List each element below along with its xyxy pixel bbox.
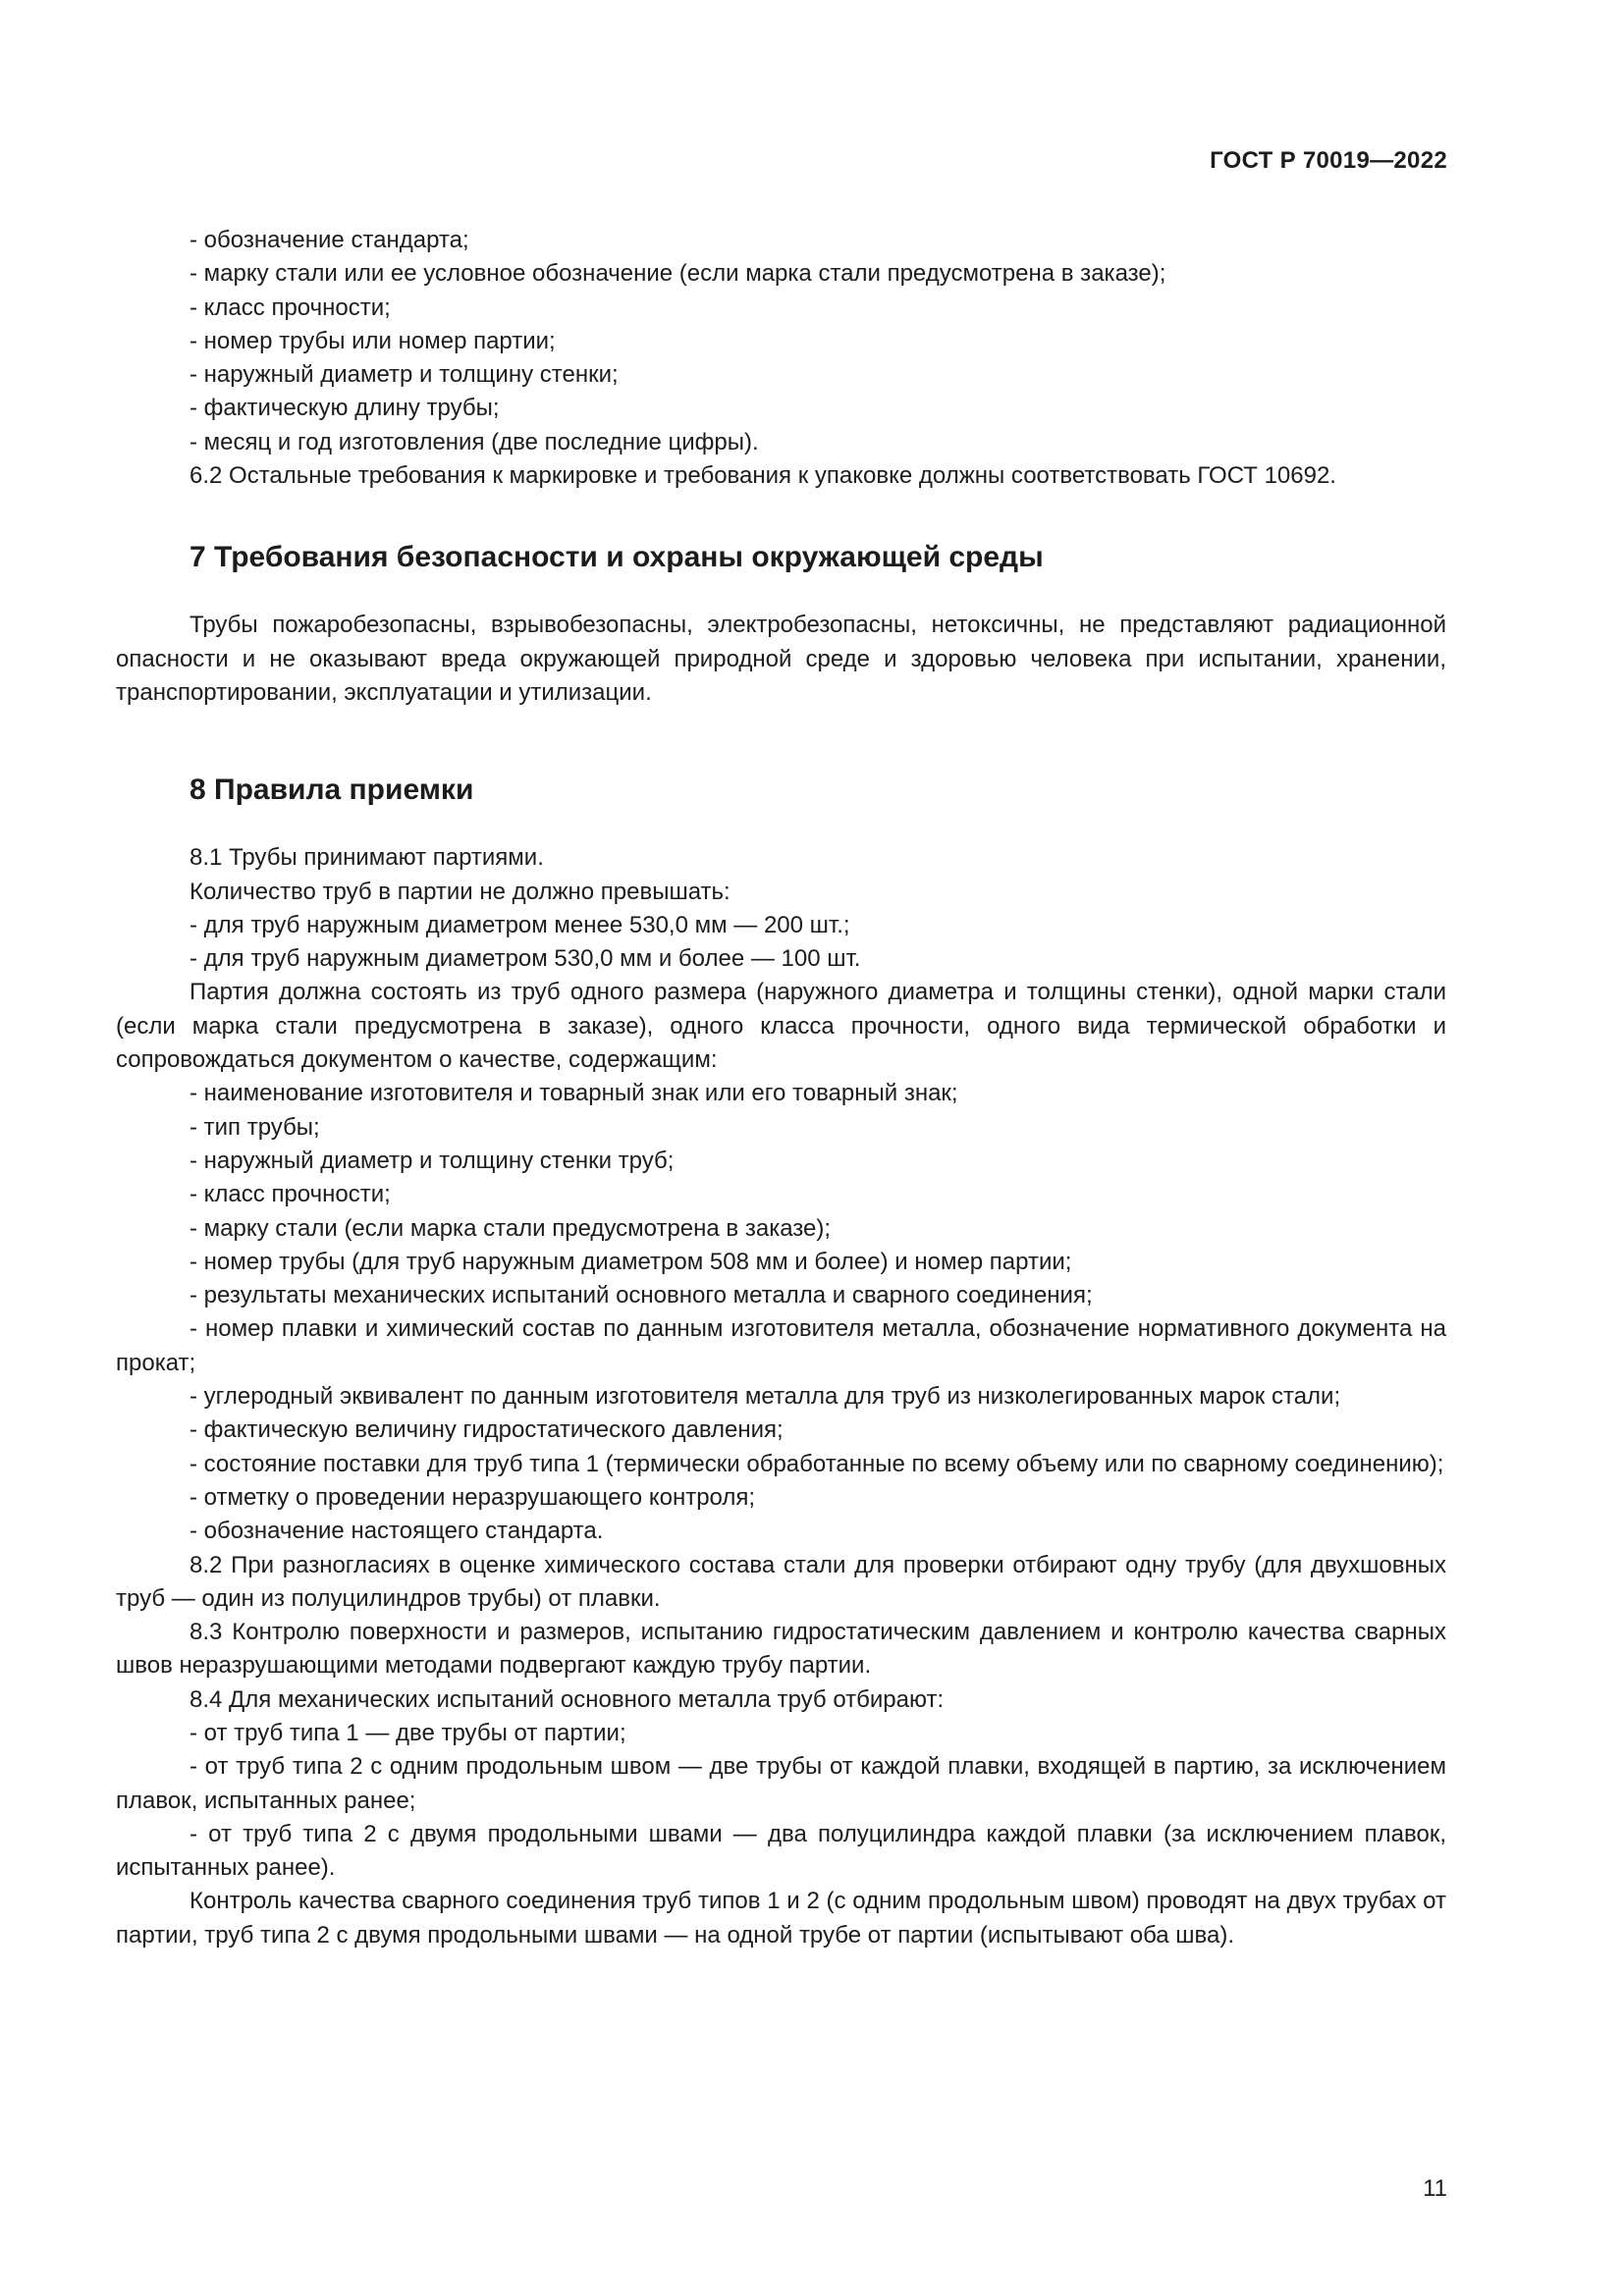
list-item: - фактическую величину гидростатического давления;: [189, 1416, 784, 1444]
list-item: - от труб типа 2 с двумя продольными швами — два полуцилиндра каждой плавки (за исключением плавок, испытанных ранее).: [116, 1820, 1446, 1882]
list-item: - углеродный эквивалент по данным изготовителя металла для труб из низколегированных марок стали;: [189, 1383, 1341, 1411]
list-item: - номер плавки и химический состав по данным изготовителя металла, обозначение нормативного документа на прокат;: [116, 1315, 1446, 1376]
list-item: - класс прочности;: [189, 294, 391, 321]
list-item: - номер трубы (для труб наружным диаметром 508 мм и более) и номер партии;: [189, 1248, 1072, 1275]
list-item: - результаты механических испытаний основного металла и сварного соединения;: [189, 1282, 1093, 1309]
list-item: - от труб типа 2 с одним продольным швом — две трубы от каждой плавки, входящей в партию, за исключением плавок, испытанных ранее;: [116, 1753, 1446, 1814]
section-7-heading: 7 Требования безопасности и охраны окружающей среды: [189, 541, 1044, 574]
list-item: - обозначение настоящего стандарта.: [189, 1518, 604, 1545]
list-item: - фактическую длину трубы;: [189, 395, 500, 422]
list-item: - обозначение стандарта;: [189, 227, 469, 253]
list-item: - марку стали (если марка стали предусмотрена в заказе);: [189, 1214, 832, 1242]
list-item: - марку стали или ее условное обозначение (если марка стали предусмотрена в заказе);: [189, 260, 1166, 288]
paragraph-8-4: 8.4 Для механических испытаний основного металла труб отбирают:: [189, 1685, 945, 1713]
section-7-text: Трубы пожаробезопасны, взрывобезопасны, электробезопасны, нетоксичны, не представляют радиационной опасности и не оказывают вреда окружающей природной среде и здоровью человека при испытании, хранении, транспортировании, эксплуатации и утилизации.: [116, 612, 1446, 706]
paragraph-8-1: 8.1 Трубы принимают партиями.: [189, 844, 544, 872]
quantity-intro: Количество труб в партии не должно превышать:: [189, 878, 731, 905]
list-item: - класс прочности;: [189, 1181, 391, 1208]
list-item: - тип трубы;: [189, 1113, 320, 1141]
list-item: - наружный диаметр и толщину стенки труб;: [189, 1147, 675, 1174]
weld-control-paragraph: Контроль качества сварного соединения труб типов 1 и 2 (с одним продольным швом) проводят на двух трубах от партии, труб типа 2 с двумя продольными швами — на одной трубе от партии (испытывают оба шва).: [116, 1888, 1446, 1949]
document-header: ГОСТ Р 70019—2022: [1210, 147, 1447, 174]
list-item: - наименование изготовителя и товарный знак или его товарный знак;: [189, 1080, 958, 1107]
paragraph-8-3: 8.3 Контролю поверхности и размеров, испытанию гидростатическим давлением и контролю качества сварных швов неразрушающими методами подвергают каждую трубу партии.: [116, 1619, 1446, 1680]
paragraph-8-2: 8.2 При разногласиях в оценке химического состава стали для проверки отбирают одну трубу (для двухшовных труб — один из полуцилиндров трубы) от плавки.: [116, 1551, 1446, 1612]
paragraph-6-2: 6.2 Остальные требования к маркировке и требования к упаковке должны соответствовать ГОСТ 10692.: [189, 462, 1336, 490]
page-content: [116, 224, 1446, 1952]
list-item: - номер трубы или номер партии;: [189, 327, 556, 354]
list-item: - наружный диаметр и толщину стенки;: [189, 361, 619, 389]
list-item: - состояние поставки для труб типа 1 (термически обработанные по всему объему или по сварному соединению);: [189, 1450, 1444, 1477]
list-item: - месяц и год изготовления (две последние цифры).: [189, 428, 759, 455]
list-item: - отметку о проведении неразрушающего контроля;: [189, 1483, 756, 1511]
list-item: - от труб типа 1 — две трубы от партии;: [189, 1719, 626, 1746]
page-number: 11: [1423, 2175, 1447, 2202]
list-item: - для труб наружным диаметром менее 530,0 мм — 200 шт.;: [189, 911, 850, 938]
section-8-heading: 8 Правила приемки: [189, 774, 474, 807]
list-item: - для труб наружным диаметром 530,0 мм и более — 100 шт.: [189, 945, 861, 973]
batch-paragraph: Партия должна состоять из труб одного размера (наружного диаметра и толщины стенки), одной марки стали (если марка стали предусмотрена в заказе), одного класса прочности, одного вида термической обработки и сопровождаться документом о качестве, содержащим:: [116, 979, 1446, 1074]
